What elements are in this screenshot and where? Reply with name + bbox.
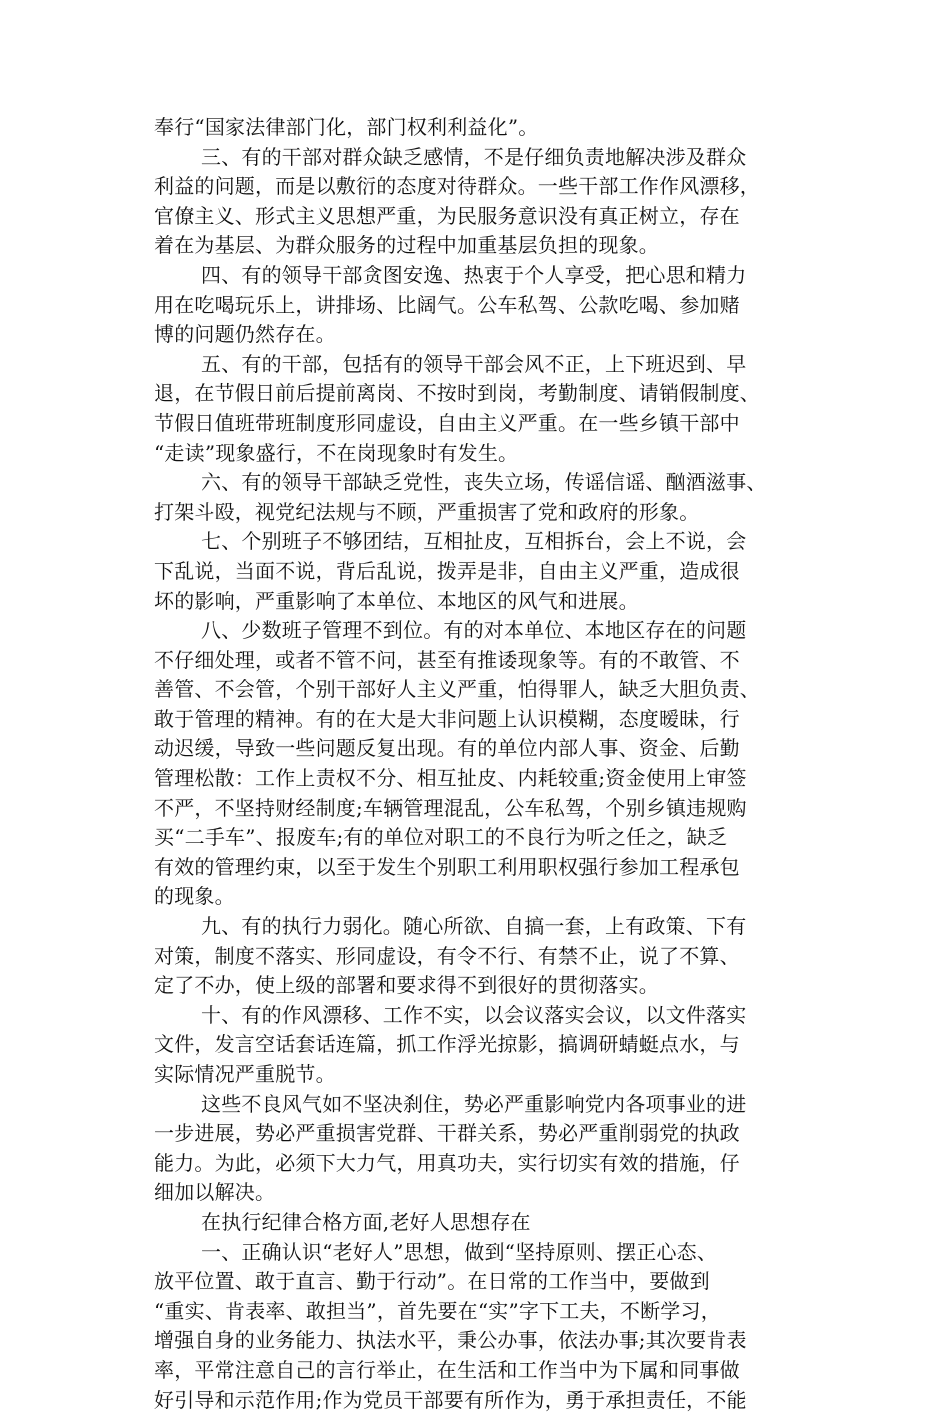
text-line: 好引导和示范作用;作为党员干部要有所作为，勇于承担责任，不能 xyxy=(154,1387,747,1412)
text-line: 能力。为此，必须下大力气，用真功夫，实行切实有效的措施，仔 xyxy=(154,1150,740,1175)
text-line: 退，在节假日前后提前离岗、不按时到岗，考勤制度、请销假制度、 xyxy=(154,381,760,406)
text-line: 博的问题仍然存在。 xyxy=(154,322,336,347)
text-line: 利益的问题，而是以敷衍的态度对待群众。一些干部工作作风漂移， xyxy=(154,174,760,199)
text-line: 九、有的执行力弱化。随心所欲、自搞一套，上有政策、下有 xyxy=(201,914,747,939)
text-line: 有效的管理约束，以至于发生个别职工利用职权强行参加工程承包 xyxy=(154,854,740,879)
text-line: 不仔细处理，或者不管不问，甚至有推诿现象等。有的不敢管、不 xyxy=(154,647,740,672)
text-line: 官僚主义、形式主义思想严重，为民服务意识没有真正树立，存在 xyxy=(154,203,740,228)
text-line: 细加以解决。 xyxy=(154,1180,276,1205)
text-line: 放平位置、敢于直言、勤于行动”。在日常的工作当中，要做到 xyxy=(154,1269,710,1294)
text-line: 节假日值班带班制度形同虚设，自由主义严重。在一些乡镇干部中 xyxy=(154,410,740,435)
text-line: 这些不良风气如不坚决刹住，势必严重影响党内各项事业的进 xyxy=(201,1091,747,1116)
text-line: 文件，发言空话套话连篇，抓工作浮光掠影，搞调研蜻蜓点水，与 xyxy=(154,1032,740,1057)
text-line: “重实、肯表率、敢担当”，首先要在“实”字下工夫，不断学习， xyxy=(154,1298,721,1323)
text-line: 定了不办，使上级的部署和要求得不到很好的贯彻落实。 xyxy=(154,973,659,998)
text-line: 下乱说，当面不说，背后乱说，拨弄是非，自由主义严重，造成很 xyxy=(154,558,740,583)
text-line: 对策，制度不落实、形同虚设，有令不行、有禁不止，说了不算、 xyxy=(154,943,740,968)
text-line: 六、有的领导干部缺乏党性，丧失立场，传谣信谣、酗酒滋事、 xyxy=(201,470,767,495)
text-line: 增强自身的业务能力、执法水平，秉公办事，依法办事;其次要肯表 xyxy=(154,1328,747,1353)
text-line: 奉行“国家法律部门化，部门权利利益化”。 xyxy=(154,115,539,139)
text-line: 的现象。 xyxy=(154,884,235,909)
text-line: 十、有的作风漂移、工作不实，以会议落实会议，以文件落实 xyxy=(201,1002,747,1027)
text-line: 着在为基层、为群众服务的过程中加重基层负担的现象。 xyxy=(154,233,659,258)
text-line: 一步进展，势必严重损害党群、干群关系，势必严重削弱党的执政 xyxy=(154,1121,740,1146)
text-line: 打架斗殴，视党纪法规与不顾，严重损害了党和政府的形象。 xyxy=(154,499,700,524)
text-line: 不严，不坚持财经制度;车辆管理混乱，公车私驾，个别乡镇违规购 xyxy=(154,795,747,820)
text-line: 五、有的干部，包括有的领导干部会风不正，上下班迟到、早 xyxy=(201,351,747,376)
text-line: 用在吃喝玩乐上，讲排场、比阔气。公车私驾、公款吃喝、参加赌 xyxy=(154,292,740,317)
text-line: 三、有的干部对群众缺乏感情，不是仔细负责地解决涉及群众 xyxy=(201,144,747,169)
text-line: 敢于管理的精神。有的在大是大非问题上认识模糊，态度暧昧，行 xyxy=(154,706,740,731)
text-line: 率，平常注意自己的言行举止，在生活和工作当中为下属和同事做 xyxy=(154,1357,740,1382)
text-line: 买“二手车”、报废车;有的单位对职工的不良行为听之任之，缺乏 xyxy=(154,825,728,850)
text-line: 四、有的领导干部贪图安逸、热衷于个人享受，把心思和精力 xyxy=(201,262,747,287)
document-body xyxy=(154,113,804,1415)
text-line: 八、少数班子管理不到位。有的对本单位、本地区存在的问题 xyxy=(201,618,747,643)
text-line: 七、个别班子不够团结，互相扯皮，互相拆台，会上不说，会 xyxy=(201,529,747,554)
text-line: “走读”现象盛行，不在岗现象时有发生。 xyxy=(154,440,519,465)
text-line: 动迟缓，导致一些问题反复出现。有的单位内部人事、资金、后勤 xyxy=(154,736,740,761)
text-line: 管理松散：工作上责权不分、相互扯皮、内耗较重;资金使用上审签 xyxy=(154,766,747,791)
text-line: 坏的影响，严重影响了本单位、本地区的风气和进展。 xyxy=(154,588,639,613)
text-line: 在执行纪律合格方面,老好人思想存在 xyxy=(201,1209,531,1234)
text-line: 一、正确认识“老好人”思想，做到“坚持原则、摆正心态、 xyxy=(201,1239,718,1264)
text-line: 善管、不会管，个别干部好人主义严重，怕得罪人，缺乏大胆负责、 xyxy=(154,677,760,702)
text-line: 实际情况严重脱节。 xyxy=(154,1062,336,1086)
